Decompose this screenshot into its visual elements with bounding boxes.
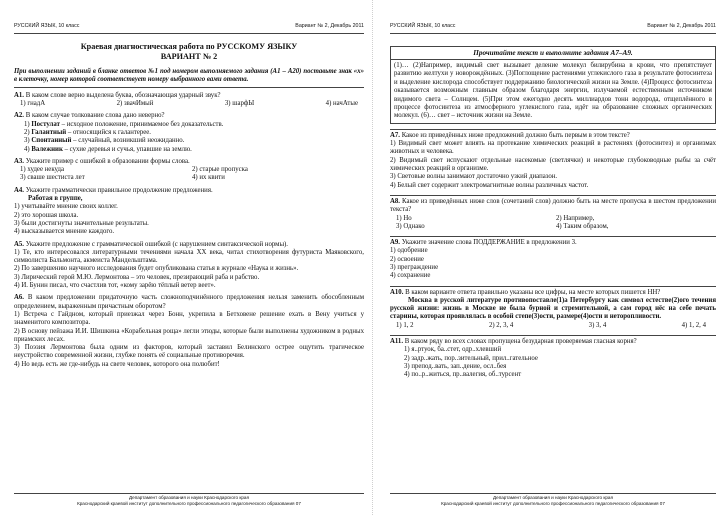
answer-option: 1) одобрение bbox=[390, 247, 428, 255]
answer-options bbox=[390, 322, 716, 330]
header-variant: Вариант № 2, Декабрь 2011 bbox=[647, 23, 716, 29]
footer-line: Департамент образования и науки Краснодарского края bbox=[493, 495, 613, 500]
task-a5 bbox=[14, 241, 364, 291]
answer-options bbox=[14, 100, 364, 108]
reading-text: (1)… (2)Например, видимый свет вызывает деление молекул билирубина в крови, что препятствует развитию желтухи у новорождённых. (3)Поглощение растениями углекислого газа в результате фотосинтеза и выделение кислорода способствует поддержанию биологической жизни на Земле. (4)Процесс фотосинтеза оказывается возможным главным образом благодаря энергии, излучаемой естественным источником видимого света – Солнцем. (5)При этом ежегодно десять миллиардов тонн водорода, отщеплённого в процессе фотосинтеза из атмосферного углекислого газа, идёт на образование сложных органических молекул. (6)… свет – источник жизни на Земле. bbox=[390, 60, 716, 124]
answer-option: 2) освоение bbox=[390, 255, 424, 263]
header-subject: РУССКИЙ ЯЗЫК, 10 класс bbox=[390, 23, 456, 29]
task-question: В каком варианте ответа правильно указаны все цифры, на месте которых пишется НН? bbox=[405, 288, 661, 296]
task-number: А3. bbox=[14, 157, 25, 165]
task-number: А11. bbox=[390, 338, 404, 346]
answer-options bbox=[390, 215, 716, 232]
header-variant: Вариант № 2, Декабрь 2011 bbox=[295, 23, 364, 29]
sentence-lead: Работая в группе, bbox=[28, 195, 83, 203]
task-a7 bbox=[390, 129, 716, 190]
task-number: А2. bbox=[14, 112, 25, 120]
answer-option: 4) по..р..житься, пр..валегия, об..турсент bbox=[404, 371, 522, 379]
answer-option: 3) Лирический герой М.Ю. Лермонтова – это человек, презирающий раба и рабство. bbox=[14, 273, 260, 281]
answer-option: 1) Встреча с Гайдном, который приезжал через Бонн, укрепила в Бетховене решение ехать в Вену учиться у знаменитого композитора. bbox=[14, 310, 364, 327]
task-question: Укажите значение слова ПОДДЕРЖАНИЕ в предложении 3. bbox=[401, 239, 577, 247]
page-title: Краевая диагностическая работа по РУССКОМУ ЯЗЫКУ bbox=[80, 42, 298, 51]
answer-option: 1) гнадА bbox=[20, 100, 46, 108]
answer-options bbox=[14, 166, 364, 183]
right-page bbox=[390, 0, 716, 515]
task-question: В каком случае толкование слова дано неверно? bbox=[25, 112, 165, 120]
answer-option: 2) Например, bbox=[556, 214, 595, 222]
answer-option: 4) начАтые bbox=[325, 100, 358, 108]
task-question: Какое из приведённых ниже предложений должно быть первым в этом тексте? bbox=[401, 131, 630, 139]
footer-line: Краснодарский краевой институт дополнительного профессионального педагогического образования 07 bbox=[77, 501, 301, 506]
answer-option: 4) Но ведь есть же где-нибудь на свете человек, которого она полюбит! bbox=[14, 360, 220, 368]
task-a11 bbox=[390, 335, 716, 379]
answer-option: 4) Белый свет содержит электромагнитные волны различных частот. bbox=[390, 181, 589, 189]
answer-option: 3) Однако bbox=[396, 222, 425, 230]
task-question: В каком слове верно выделена буква, обозначающая ударный звук? bbox=[25, 91, 221, 99]
page-footer bbox=[14, 493, 364, 507]
answer-option: 4) Валежник – сухие деревья и сучья, упавшие на землю. bbox=[24, 145, 192, 153]
page-footer bbox=[390, 493, 716, 507]
task-a4 bbox=[14, 187, 364, 237]
answer-option: 2) это хорошая школа. bbox=[14, 211, 79, 219]
task-a1 bbox=[14, 92, 364, 109]
task-question: В каком предложении придаточную часть сложноподчинённого предложения нельзя заменить обособленным определением, выраженным причастным оборотом? bbox=[14, 294, 364, 310]
task-question: Укажите пример с ошибкой в образовании формы слова. bbox=[25, 157, 190, 165]
task-a3 bbox=[14, 158, 364, 183]
answer-option: 2) Галантный – относящийся к галантерее. bbox=[24, 129, 151, 136]
task-question: Укажите предложение с грамматической ошибкой (с нарушением синтаксической нормы). bbox=[25, 240, 288, 248]
answer-option: 1) 1, 2 bbox=[396, 321, 414, 329]
answer-option: 3) преграждение bbox=[390, 264, 439, 271]
task-number: А4. bbox=[14, 186, 25, 194]
answer-option: 3) сваше шестиста лет bbox=[20, 174, 85, 182]
answer-option: 1) я..ртуок, ба..стет, одр..хлевший bbox=[404, 346, 502, 354]
answer-option: 4) Таким образом, bbox=[556, 222, 609, 230]
task-number: А6. bbox=[14, 294, 25, 302]
answer-option: 1) Видимый свет может влиять на протекание химических реакций в растениях (фотосинтез) и организмах животных и человека. bbox=[390, 140, 716, 156]
footer-line: Департамент образования и науки Краснодарского края bbox=[129, 495, 249, 500]
answer-option: 2) По завершению научного исследования будет опубликована статья в журнале «Наука и жизнь». bbox=[14, 265, 299, 273]
left-page bbox=[14, 0, 364, 515]
answer-option: 1) Но bbox=[396, 214, 412, 222]
answer-option: 4) И. Бунин писал, что счастлив тот, «кому зарёю тёплый ветер веет». bbox=[14, 282, 216, 290]
answer-option: 1) Постулат – исходное положение, принимаемое без доказательств. bbox=[24, 120, 224, 128]
answer-option: 3) Поэзия Лермонтова была одним из факторов, который заставил Белинского острее ощутить трагическое неустройство современной жизни, глубже понять её социальные противоречия. bbox=[14, 344, 364, 360]
right-page-header bbox=[390, 0, 716, 34]
answer-option: 1) учитывайте мнение своих коллег. bbox=[14, 203, 118, 211]
task-number: А1. bbox=[14, 91, 25, 99]
page-divider bbox=[372, 0, 373, 515]
answer-option: 4) сохранение bbox=[390, 272, 431, 280]
task-a10 bbox=[390, 286, 716, 330]
answer-option: 2) Видимый свет испускают отдельные насекомые (светлячки) и некоторые глубоководные рыбы за счёт химических реакций в организме. bbox=[390, 156, 716, 173]
task-number: А5. bbox=[14, 240, 25, 248]
task-number: А8. bbox=[390, 197, 401, 205]
task-question: Укажите грамматически правильное продолжение предложения. bbox=[25, 186, 213, 194]
task-text: Москва в русской литературе противопоставле(1)а Петербургу как символ естестве(2)ого течения русской жизни: жизнь в Москве не была бурной и стремительной, а сам город нёс на себе печать старины, которая проявлялась в особой степе(3)ости, размере(4)ости и неторопливости. bbox=[390, 296, 716, 321]
answer-option: 4) 1, 2, 4 bbox=[681, 321, 706, 329]
answer-option: 2) 2, 3, 4 bbox=[488, 321, 514, 329]
answer-option: 1) худее некуда bbox=[20, 166, 64, 174]
left-page-header bbox=[14, 0, 364, 34]
task-a6 bbox=[14, 294, 364, 369]
answer-option: 2) звачИмый bbox=[116, 100, 154, 108]
answer-option: 3) Световые волны занимают достаточно узкий диапазон. bbox=[390, 173, 558, 181]
reading-heading: Прочитайте текст и выполните задания А7–А9. bbox=[390, 46, 716, 60]
answer-option: 3) препод..вать, зап..дение, осл..бея bbox=[404, 362, 507, 370]
task-a9 bbox=[390, 236, 716, 280]
header-subject: РУССКИЙ ЯЗЫК, 10 класс bbox=[14, 23, 80, 29]
answer-option: 4) их квити bbox=[192, 174, 225, 182]
task-number: А9. bbox=[390, 239, 401, 247]
task-number: А10. bbox=[390, 288, 404, 296]
variant-title: ВАРИАНТ № 2 bbox=[160, 52, 218, 61]
answer-option: 3) были достигнуты значительные результаты. bbox=[14, 219, 149, 227]
task-question: Какое из приведённых ниже слов (сочетаний слов) должно быть на месте пропуска в шестом предложении текста? bbox=[390, 197, 716, 214]
task-number: А7. bbox=[390, 131, 401, 139]
instructions: При выполнении заданий в бланке ответов №1 под номером выполняемого задания (А1 – А20) поставьте знак «х» в клеточку, номер которой соответствует номеру выбранного вами ответа. bbox=[14, 68, 364, 88]
footer-line: Краснодарский краевой институт дополнительного профессионального педагогического образования 07 bbox=[441, 501, 665, 506]
answer-option: 4) высказывается мнение каждого. bbox=[14, 228, 115, 236]
answer-option: 2) В основу пейзажа И.И. Шишкина «Корабельная роща» легли этюды, которые были выполнены художником в родных приамских лесах. bbox=[14, 327, 364, 343]
task-a2 bbox=[14, 112, 364, 153]
answer-option: 3) 3, 4 bbox=[588, 321, 607, 329]
answer-option: 2) задр..жать, пор..зительный, прил..гательное bbox=[404, 354, 538, 362]
task-a8 bbox=[390, 195, 716, 231]
answer-option: 3) Спонтанный – случайный, возникший неожиданно. bbox=[24, 137, 185, 145]
answer-option: 2) старые пропуска bbox=[192, 166, 248, 174]
answer-option: 3) шарфЫ bbox=[224, 100, 255, 108]
answer-option: 1) Те, кто интересовался литературными течениями начала XX века, читал стихотворения футуриста Маяковского, символиста Бальмонта, акмеиста Мандельштама. bbox=[14, 248, 364, 265]
task-question: В каком ряду во всех словах пропущена безударная проверяемая гласная корня? bbox=[404, 338, 637, 346]
